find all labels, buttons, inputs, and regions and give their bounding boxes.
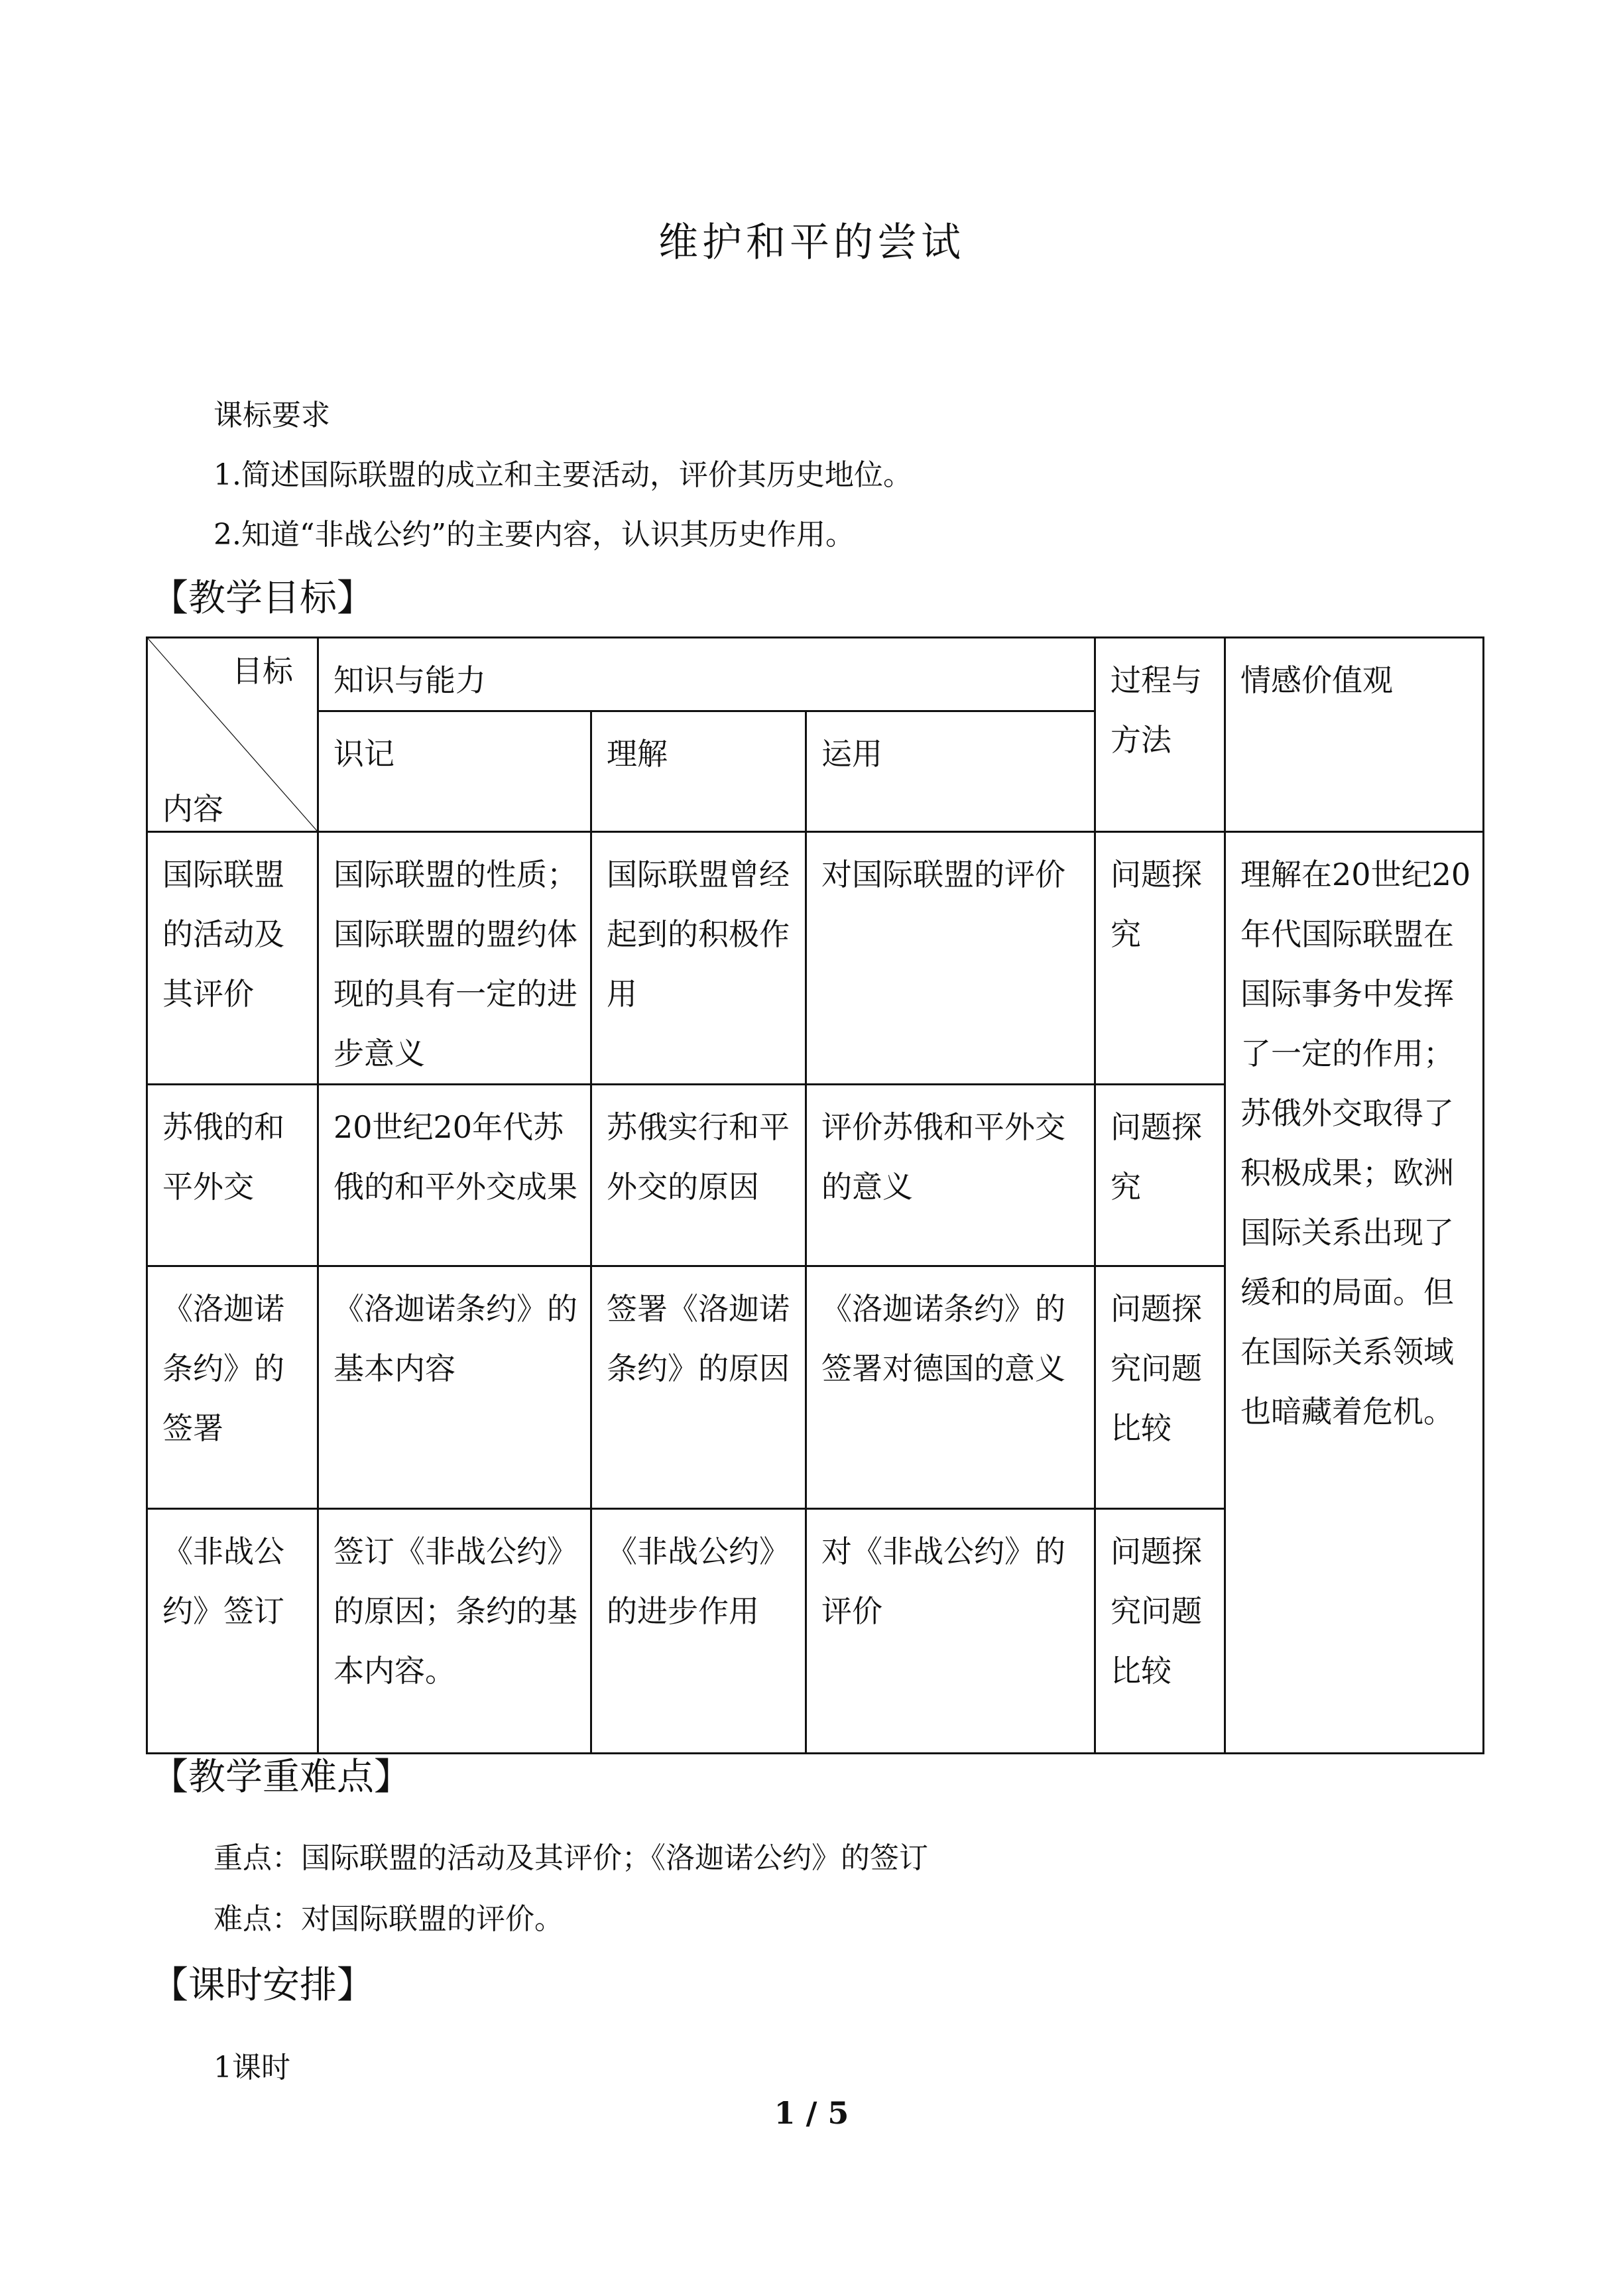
- page-number: 1 / 5: [774, 2095, 849, 2131]
- cell-process: 问题探究问题比较: [1095, 1509, 1225, 1754]
- cell-memorize: 《洛迦诺条约》的基本内容: [318, 1266, 591, 1509]
- cell-process: 问题探究: [1095, 832, 1225, 1085]
- cell-process: 问题探究: [1095, 1085, 1225, 1266]
- curriculum-heading: 课标要求: [213, 398, 330, 432]
- header-emotion-values: 情感价值观: [1225, 638, 1484, 832]
- schedule-text: 1课时: [213, 2051, 290, 2085]
- subheader-understand: 理解: [591, 711, 806, 832]
- cell-memorize: 签订《非战公约》的原因；条约的基本内容。: [318, 1509, 591, 1754]
- table-row: [147, 832, 1484, 1085]
- section-heading-key-points: 【教学重难点】: [151, 1756, 411, 1799]
- cell-understand: 《非战公约》的进步作用: [591, 1509, 806, 1754]
- key-point-important: 重点：国际联盟的活动及其评价；《洛迦诺公约》的签订: [213, 1841, 928, 1875]
- cell-understand: 签署《洛迦诺条约》的原因: [591, 1266, 806, 1509]
- cell-content: 《洛迦诺条约》的签署: [147, 1266, 318, 1509]
- cell-memorize: 国际联盟的性质；国际联盟的盟约体现的具有一定的进步意义: [318, 832, 591, 1085]
- cell-content: 国际联盟的活动及其评价: [147, 832, 318, 1085]
- cell-process: 问题探究问题比较: [1095, 1266, 1225, 1509]
- header-process-method: 过程与方法: [1095, 638, 1225, 832]
- cell-memorize: 20世纪20年代苏俄的和平外交成果: [318, 1085, 591, 1266]
- teaching-goals-table: [146, 636, 1484, 1754]
- corner-label-content: 内容: [162, 791, 223, 827]
- key-point-difficult: 难点：对国际联盟的评价。: [213, 1902, 564, 1936]
- corner-label-goal: 目标: [232, 653, 293, 689]
- cell-apply: 对国际联盟的评价: [806, 832, 1095, 1085]
- section-heading-goals: 【教学目标】: [151, 577, 374, 620]
- cell-content: 《非战公约》签订: [147, 1509, 318, 1754]
- cell-apply: 《洛迦诺条约》的签署对德国的意义: [806, 1266, 1095, 1509]
- cell-understand: 国际联盟曾经起到的积极作用: [591, 832, 806, 1085]
- cell-apply: 评价苏俄和平外交的意义: [806, 1085, 1095, 1266]
- cell-understand: 苏俄实行和平外交的原因: [591, 1085, 806, 1266]
- section-heading-schedule: 【课时安排】: [151, 1964, 374, 2007]
- table-corner-cell: [147, 638, 318, 832]
- page-title: 维护和平的尝试: [658, 219, 965, 266]
- curriculum-item-1: 1.简述国际联盟的成立和主要活动，评价其历史地位。: [213, 458, 912, 492]
- subheader-memorize: 识记: [318, 711, 591, 832]
- cell-apply: 对《非战公约》的评价: [806, 1509, 1095, 1754]
- curriculum-item-2: 2.知道“非战公约”的主要内容，认识其历史作用。: [213, 518, 855, 552]
- cell-content: 苏俄的和平外交: [147, 1085, 318, 1266]
- header-knowledge-ability: 知识与能力: [318, 638, 1095, 711]
- subheader-apply: 运用: [806, 711, 1095, 832]
- cell-emotion-values: 理解在20世纪20年代国际联盟在国际事务中发挥了一定的作用；苏俄外交取得了积极成果；欧洲国际关系出现了缓和的局面。但在国际关系领域也暗藏着危机。: [1225, 832, 1484, 1754]
